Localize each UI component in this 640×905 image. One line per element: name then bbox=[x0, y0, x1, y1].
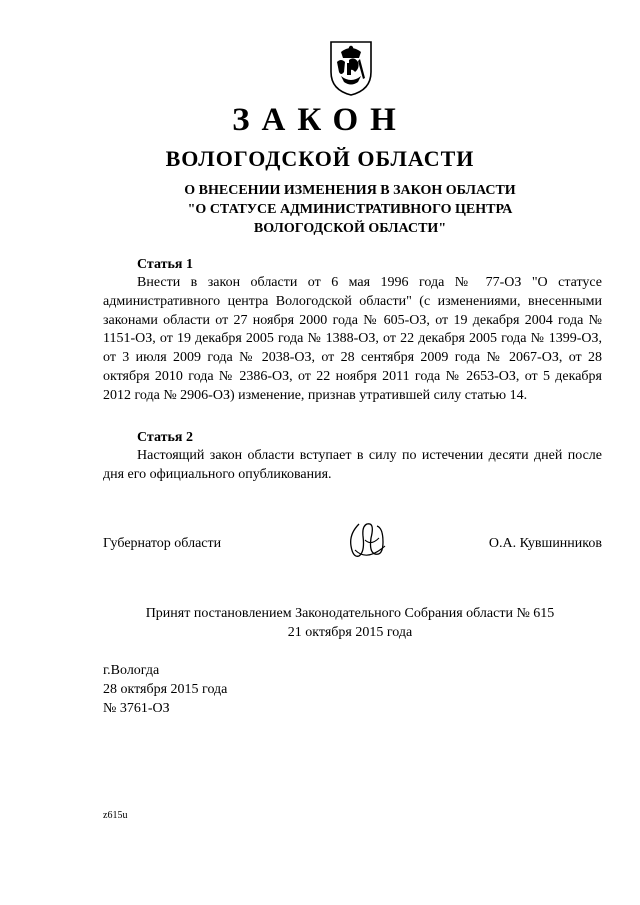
adoption-date: 21 октября 2015 года bbox=[287, 625, 413, 640]
article-1-heading: Статья 1 bbox=[137, 257, 193, 272]
adoption-note bbox=[0, 604, 640, 642]
place: г.Вологда bbox=[103, 663, 160, 678]
law-name-line: О ВНЕСЕНИИ ИЗМЕНЕНИЯ В ЗАКОН ОБЛАСТИ bbox=[184, 183, 516, 198]
law-name-line: ВОЛОГОДСКОЙ ОБЛАСТИ" bbox=[253, 221, 447, 236]
sign-date: 28 октября 2015 года bbox=[103, 682, 228, 697]
law-name-line: "О СТАТУСЕ АДМИНИСТРАТИВНОГО ЦЕНТРА bbox=[187, 202, 513, 217]
coat-of-arms-icon bbox=[327, 38, 375, 98]
article-2-heading: Статья 2 bbox=[137, 430, 193, 445]
document-subtitle: ВОЛОГОДСКОЙ ОБЛАСТИ bbox=[165, 146, 475, 171]
law-number: № 3761-ОЗ bbox=[103, 701, 170, 716]
adoption-line: Принят постановлением Законодательного Собрания области № 615 bbox=[145, 606, 555, 621]
document-title: ЗАКОН bbox=[232, 102, 408, 138]
governor-name: О.А. Кувшинников bbox=[488, 536, 602, 551]
document-code: z615u bbox=[103, 810, 128, 821]
article-2-text: Настоящий закон области вступает в силу по истечении десяти дней после дня его официального опубликования. bbox=[103, 448, 602, 482]
handwritten-signature-icon bbox=[345, 516, 389, 568]
law-name bbox=[0, 181, 640, 238]
governor-title: Губернатор области bbox=[103, 536, 222, 551]
article-1-text: Внести в закон области от 6 мая 1996 года № 77-ОЗ "О статусе административного центра Вологодской области" (с изменениями, внесенными законами области от 27 ноября 2000 года № 605-ОЗ, от 19 декабря 2004 года № 1151-ОЗ, от 19 декабря 2005 года № 1388-ОЗ, от 22 декабря 2005 года № 1399-ОЗ, от 3 июля 2009 года № 2038-ОЗ, от 28 сентября 2009 года № 2067-ОЗ, от 28 октября 2010 года № 2386-ОЗ, от 22 ноября 2011 года № 2653-ОЗ, от 5 декабря 2012 года № 2906-ОЗ) изменение, признав утратившей силу статью 14. bbox=[103, 275, 602, 403]
document-footer bbox=[103, 661, 227, 718]
